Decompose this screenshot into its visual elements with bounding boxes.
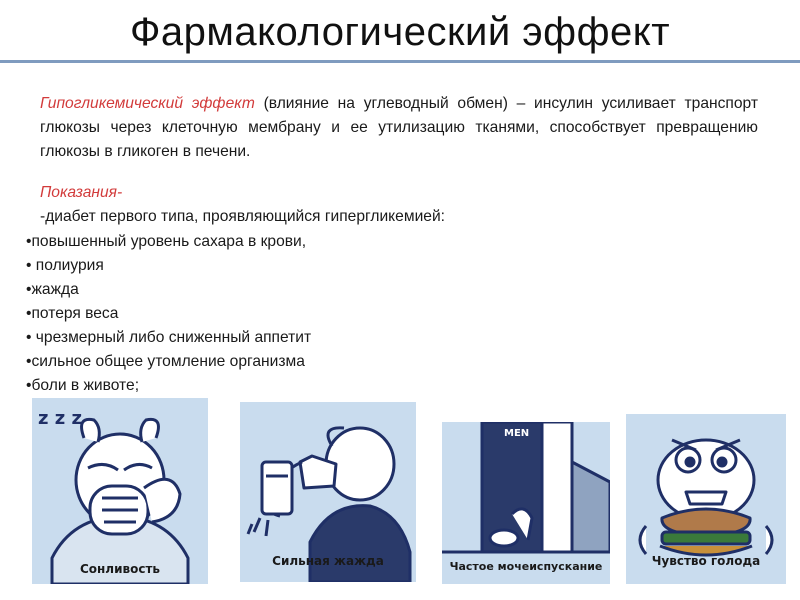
- list-item: •сильное общее утомление организма: [26, 353, 305, 370]
- effect-description: [40, 92, 758, 164]
- caption-sleepiness: Сонливость: [79, 562, 161, 576]
- list-item: •боли в животе;: [26, 377, 140, 394]
- list-item: •потеря веса: [26, 305, 119, 322]
- illustration-sleepiness: [32, 398, 208, 584]
- illustration-hunger: [626, 414, 786, 584]
- indications-list: [26, 230, 311, 398]
- list-item: • чрезмерный либо сниженный аппетит: [26, 329, 312, 346]
- illustration-thirst: [240, 402, 416, 582]
- list-item: •жажда: [26, 281, 79, 298]
- title-divider: [0, 60, 800, 63]
- door-sign: MEN: [504, 428, 530, 439]
- indications-heading: Показания-: [40, 184, 123, 201]
- effect-text: (влияние на углеводный обмен) – инсулин усиливает транспорт глюкозы через клеточную мембрану и ее утилизацию тканями, способствует превращению глюкозы в гликоген в печени.: [40, 95, 758, 160]
- illustration-urination: [442, 422, 610, 584]
- list-item: • полиурия: [26, 257, 104, 274]
- caption-hunger: Чувство голода: [651, 554, 761, 568]
- page-title: Фармакологический эффект: [129, 10, 671, 54]
- effect-highlight: Гипогликемический эффект: [40, 95, 255, 112]
- caption-thirst: Сильная жажда: [272, 554, 384, 568]
- indications-subheading: -диабет первого типа, проявляющийся гипергликемией:: [40, 208, 445, 225]
- sleep-zzz: z z z: [38, 408, 82, 429]
- caption-urination: Частое мочеиспускание: [449, 560, 603, 573]
- list-item: •повышенный уровень сахара в крови,: [26, 233, 307, 250]
